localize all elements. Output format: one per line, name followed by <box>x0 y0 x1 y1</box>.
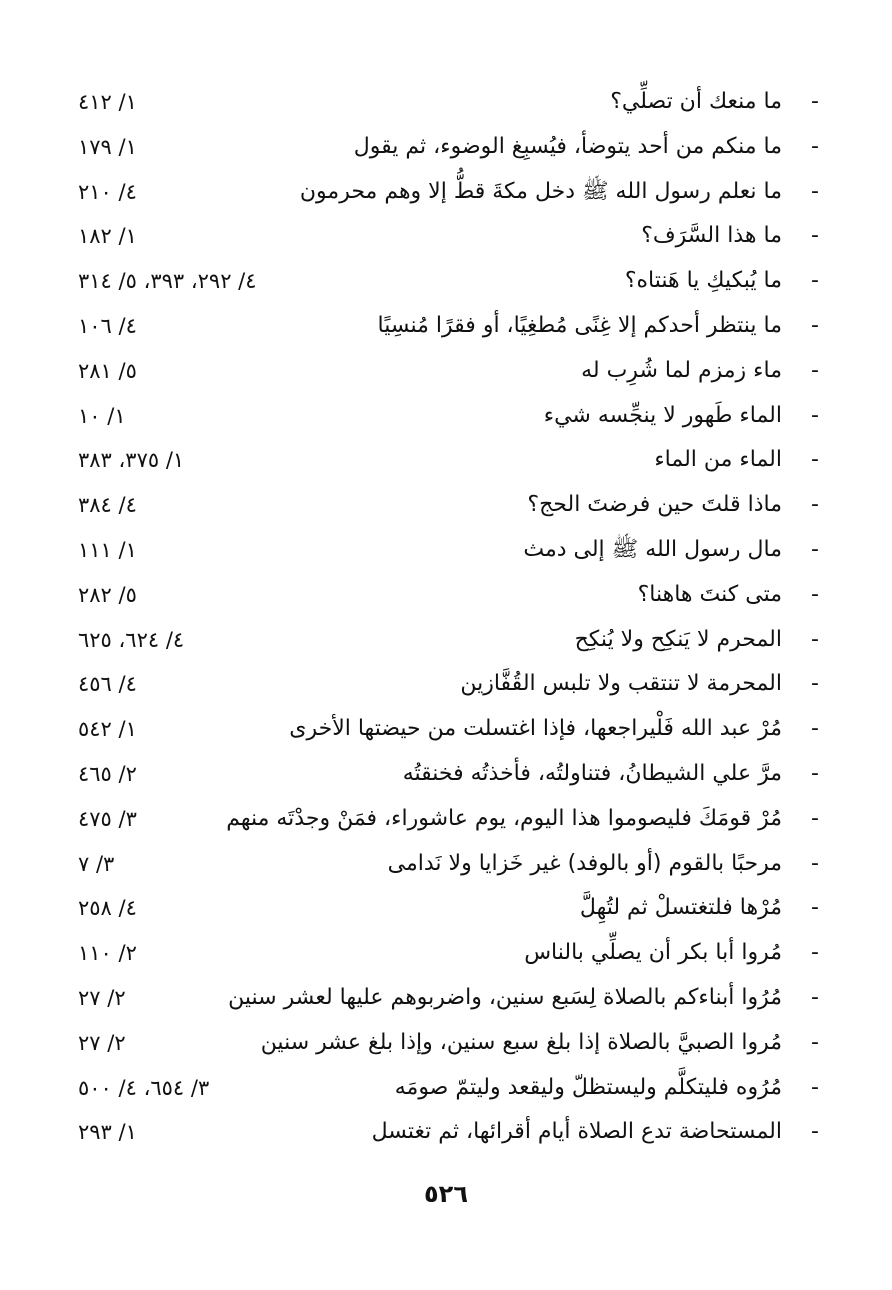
page-reference: ١/ ١٨٢ <box>78 224 137 249</box>
index-entry <box>78 214 822 259</box>
index-entry <box>78 528 822 573</box>
hadith-text: ما هذا السَّرَف؟ <box>641 223 782 249</box>
index-entry <box>78 976 822 1021</box>
entry-dash: - <box>811 581 819 607</box>
hadith-text: مُرُوا أبناءكم بالصلاة لِسَبع سنين، واضربوهم عليها لعشر سنين <box>228 984 782 1010</box>
page-reference: ١/ ٥٤٢ <box>78 717 137 742</box>
hadith-text: ما يُبكيكِ يا هَنتاه؟ <box>624 268 782 294</box>
page-reference: ٢/ ٢٧ <box>78 985 126 1010</box>
entry-dash: - <box>811 1119 819 1145</box>
hadith-text: ما نعلم رسول الله ﷺ دخل مكةَ قطُّ إلا وهم محرمون <box>299 178 782 204</box>
index-entry <box>78 573 822 618</box>
entry-dash: - <box>811 536 819 562</box>
index-entry <box>78 797 822 842</box>
page-number: ٥٢٦ <box>424 1180 468 1208</box>
index-entry <box>78 707 822 752</box>
entry-dash: - <box>811 1074 819 1100</box>
page-reference: ١/ ٢٩٣ <box>78 1120 137 1145</box>
entry-dash: - <box>811 984 819 1010</box>
hadith-text: الماء من الماء <box>654 447 782 473</box>
page-reference: ٤/ ٤٥٦ <box>78 672 137 697</box>
entry-dash: - <box>811 895 819 921</box>
entry-dash: - <box>811 178 819 204</box>
index-entry <box>78 842 822 887</box>
page-reference: ٢/ ١١٠ <box>78 941 137 966</box>
index-entry <box>78 483 822 528</box>
page-reference: ٤/ ٢٥٨ <box>78 896 137 921</box>
entry-dash: - <box>811 805 819 831</box>
entry-dash: - <box>811 268 819 294</box>
page-reference: ٤/ ٣٨٤ <box>78 493 137 518</box>
index-entry <box>78 1066 822 1111</box>
page-reference: ٢/ ٢٧ <box>78 1030 126 1055</box>
entry-dash: - <box>811 357 819 383</box>
index-entry <box>78 1021 822 1066</box>
hadith-text: المستحاضة تدع الصلاة أيام أقرائها، ثم تغتسل <box>371 1119 782 1145</box>
hadith-text: ماء زمزم لما شُرِب له <box>581 357 782 383</box>
page-reference: ٥/ ٢٨٢ <box>78 582 137 607</box>
hadith-text: الماء طَهور لا ينجِّسه شيء <box>543 402 782 428</box>
page-reference: ٣/ ٤٧٥ <box>78 806 137 831</box>
page-reference: ١/ ١٧٩ <box>78 134 137 159</box>
hadith-text: مُرْها فلتغتسلْ ثم لتُهِلَّ <box>579 895 782 921</box>
entry-dash: - <box>811 402 819 428</box>
index-entry <box>78 80 822 125</box>
hadith-text: مرَّ علي الشيطانُ، فتناولتُه، فأخذتُه فخنقتُه <box>402 760 782 786</box>
hadith-text: مرحبًا بالقوم (أو بالوفد) غير خَزايا ولا نَدامى <box>387 850 782 876</box>
index-entry <box>78 886 822 931</box>
entry-dash: - <box>811 1029 819 1055</box>
index-entry <box>78 931 822 976</box>
page-reference: ٣/ ٦٥٤، ٤/ ٥٠٠ <box>78 1075 210 1100</box>
index-entry <box>78 662 822 707</box>
page-reference: ١/ ١١١ <box>78 537 137 562</box>
page-reference: ٤/ ٢١٠ <box>78 179 137 204</box>
hadith-text: ماذا قلتَ حين فرضتَ الحج؟ <box>527 492 782 518</box>
page-reference: ١/ ١٠ <box>78 403 126 428</box>
hadith-text: متى كنتَ هاهنا؟ <box>637 581 782 607</box>
entry-dash: - <box>811 89 819 114</box>
hadith-text: مُرْ عبد الله فَلْيراجعها، فإذا اغتسلت من حيضتها الأخرى <box>289 716 782 742</box>
entry-dash: - <box>811 312 819 338</box>
entry-dash: - <box>811 940 819 966</box>
hadith-text: المحرم لا يَنكِح ولا يُنكِح <box>574 626 782 652</box>
entry-dash: - <box>811 626 819 652</box>
hadith-text: مال رسول الله ﷺ إلى دمث <box>523 536 782 562</box>
entry-dash: - <box>811 671 819 697</box>
page-reference: ٣/ ٧ <box>78 851 115 876</box>
index-entry <box>78 125 822 170</box>
entry-dash: - <box>811 716 819 742</box>
entry-dash: - <box>811 447 819 473</box>
entry-dash: - <box>811 223 819 249</box>
entry-dash: - <box>811 492 819 518</box>
page-reference: ٢/ ٤٦٥ <box>78 761 137 786</box>
index-entry <box>78 618 822 663</box>
hadith-text: مُرْ قومَكَ فليصوموا هذا اليوم، يوم عاشوراء، فمَنْ وجدْتَه منهم <box>226 805 782 831</box>
entry-dash: - <box>811 133 819 159</box>
page-reference: ٤/ ١٠٦ <box>78 313 137 338</box>
index-entry <box>78 438 822 483</box>
index-entry <box>78 394 822 439</box>
entry-dash: - <box>811 760 819 786</box>
hadith-text: مُرُوه فليتكلَّم وليستظلّ وليقعد وليتمّ صومَه <box>394 1074 782 1100</box>
page-reference: ٤/ ٦٢٤، ٦٢٥ <box>78 627 185 652</box>
hadith-text: مُروا أبا بكر أن يصلِّي بالناس <box>524 940 782 966</box>
hadith-text: ما ينتظر أحدكم إلا غِنًى مُطغِيًا، أو فقرًا مُنسِيًا <box>377 312 782 338</box>
index-entry <box>78 752 822 797</box>
hadith-text: ما منكم من أحد يتوضأ، فيُسبِغ الوضوء، ثم يقول <box>353 133 782 159</box>
hadith-text: ما منعك أن تصلِّي؟ <box>610 89 782 114</box>
page-reference: ١/ ٣٧٥، ٣٨٣ <box>78 448 185 473</box>
hadith-text: المحرمة لا تنتقب ولا تلبس القُفَّازين <box>460 671 782 697</box>
page-reference: ١/ ٤١٢ <box>78 90 137 114</box>
index-entry <box>78 349 822 394</box>
index-entry <box>78 304 822 349</box>
entry-dash: - <box>811 850 819 876</box>
page-reference: ٥/ ٢٨١ <box>78 358 137 383</box>
index-entry <box>78 259 822 304</box>
index-entry <box>78 170 822 215</box>
page-reference: ٤/ ٢٩٢، ٣٩٣، ٥/ ٣١٤ <box>78 269 257 294</box>
hadith-index-list <box>78 80 822 1155</box>
hadith-text: مُروا الصبيَّ بالصلاة إذا بلغ سبع سنين، وإذا بلغ عشر سنين <box>260 1029 782 1055</box>
index-entry <box>78 1110 822 1155</box>
